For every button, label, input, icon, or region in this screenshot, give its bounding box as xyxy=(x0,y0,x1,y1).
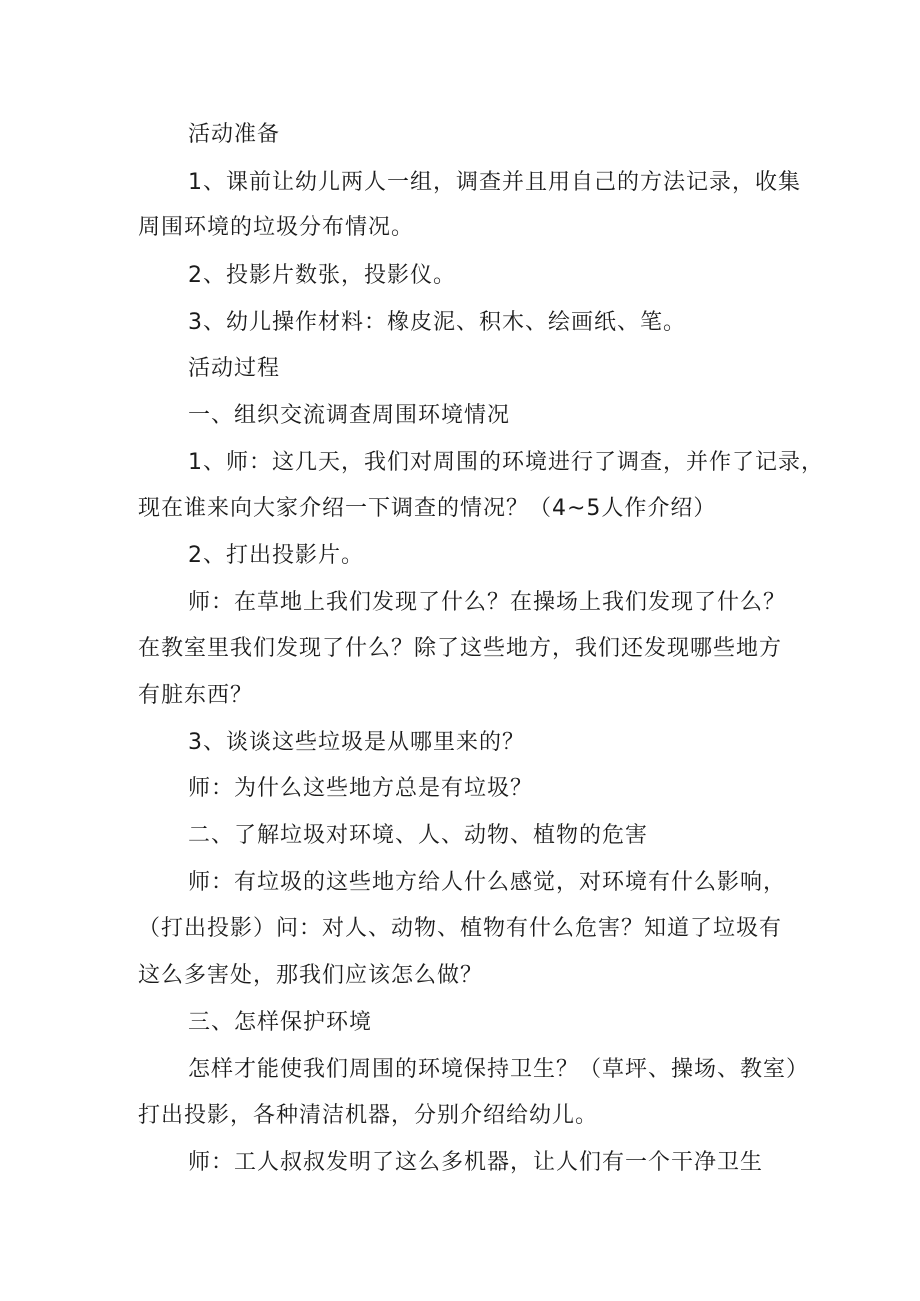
paragraph-line: 打出投影，各种清洁机器，分别介绍给幼儿。 xyxy=(138,1103,599,1128)
section-heading-preparation: 活动准备 xyxy=(188,122,281,147)
paragraph-line: 师：有垃圾的这些地方给人什么感觉，对环境有什么影响， xyxy=(188,870,787,895)
paragraph-line: （打出投影）问：对人、动物、植物有什么危害？知道了垃圾有 xyxy=(138,916,783,941)
paragraph-line: 2、投影片数张，投影仪。 xyxy=(188,263,456,288)
paragraph-line: 2、打出投影片。 xyxy=(188,543,364,568)
paragraph-line: 周围环境的垃圾分布情况。 xyxy=(138,215,415,240)
subsection-heading: 三、怎样保护环境 xyxy=(188,1010,373,1035)
paragraph-line: 1、师：这几天，我们对周围的环境进行了调查，并作了记录， xyxy=(188,450,824,475)
paragraph-line: 师：在草地上我们发现了什么？在操场上我们发现了什么？ xyxy=(188,590,787,615)
paragraph-line: 在教室里我们发现了什么？除了这些地方，我们还发现哪些地方 xyxy=(138,636,783,661)
section-heading-process: 活动过程 xyxy=(188,356,281,381)
paragraph-line: 有脏东西？ xyxy=(138,683,254,708)
subsection-heading: 一、组织交流调查周围环境情况 xyxy=(188,403,511,428)
paragraph-line: 怎样才能使我们周围的环境保持卫生？（草坪、操场、教室） xyxy=(188,1057,810,1082)
subsection-heading: 二、了解垃圾对环境、人、动物、植物的危害 xyxy=(188,823,649,848)
paragraph-line: 师：工人叔叔发明了这么多机器，让人们有一个干净卫生 xyxy=(188,1150,764,1175)
paragraph-line: 现在谁来向大家介绍一下调查的情况？（4~5人作介绍） xyxy=(138,496,717,521)
paragraph-line: 1、课前让幼儿两人一组，调查并且用自己的方法记录，收集 xyxy=(188,170,801,195)
paragraph-line: 师：为什么这些地方总是有垃圾？ xyxy=(188,776,534,801)
paragraph-line: 3、幼儿操作材料：橡皮泥、积木、绘画纸、笔。 xyxy=(188,310,686,335)
paragraph-line: 这么多害处，那我们应该怎么做？ xyxy=(138,963,484,988)
paragraph-line: 3、谈谈这些垃圾是从哪里来的？ xyxy=(188,730,525,755)
